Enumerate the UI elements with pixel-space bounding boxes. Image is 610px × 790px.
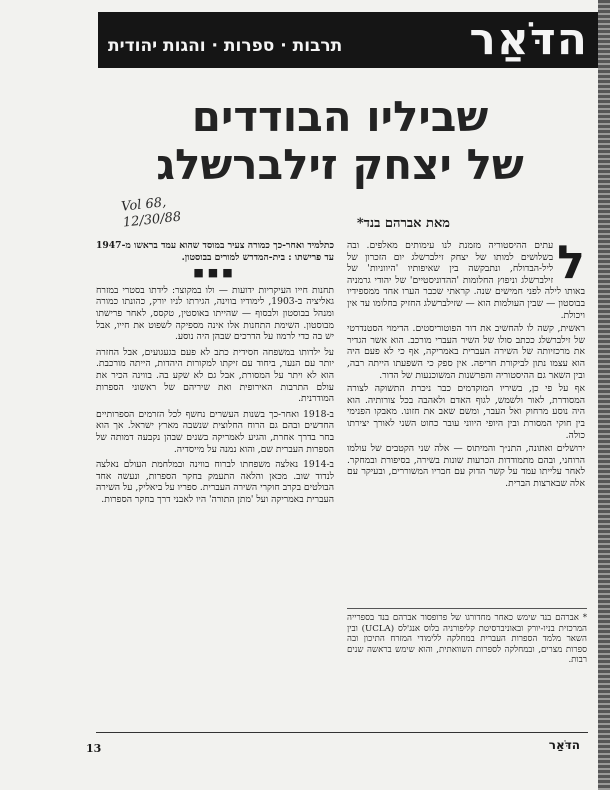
handwritten-note xyxy=(121,190,214,231)
scan-edge-shadow xyxy=(598,0,610,790)
paragraph: ב-1918 ואחר-כך בשנות העשרים נחשף לכל הזרמים הספרותיים החדשים ובהם גם הרוח החלוצית שנשבה מארץ ישראל. אך הוא בחר בדרך אחרת, והגיע לאמריקה בשנים שבהן נקבעה דמותה של הספרות העברית שם, והוא נמנה על מייסדיה. xyxy=(96,408,334,455)
article-byline: מאת אברהם בנד* xyxy=(356,216,450,231)
article-title-line-1: שביליו הבודדים xyxy=(191,92,489,141)
paragraph: ראשית, קשה לו להחשיב את דור הפוטוריסטים. הדימוי הסטנדרטי של זילברשלג ככתב סולו של השיר העברי מורכב. הוא אשר הגדיר את מרכזיותה של השירה העברית באמריקה, אף כי לא פעם היה הוא עצמו נתון לביקורת חריפה. אין ספק כי השפעתו הייתה רבה, ובין השאר גם ההיסטוריה והפרשנות המשוכנעות של הדור. xyxy=(347,323,585,381)
masthead-subtitle: תרבות · ספרות · והגות יהודית xyxy=(108,36,343,56)
masthead-banner xyxy=(98,12,598,68)
paragraph: ב-1914 נאלצה משפחתו לברוח בווינה ובמלחמת העולם נאלצה לנדוד שוב. מכאן והלאה התעמק בחקר הספרות, ונעשה אחד הבולטים בקרב חוקרי השירה העברית. ספריו על ביאליק, על השירה העברית באמריקה ועל 'מתן התורה' היו לאבני דרך בחקר הספרות. xyxy=(96,459,334,505)
footer-rule xyxy=(96,732,588,733)
masthead-title: הדֹּאַר xyxy=(469,14,588,65)
author-bio-note: * אברהם בנד שימש כאחר מחדורגו של פרופסור אברהם בנד בספרייה המרכזית בניו-יורק ובאוניברסיטת קליפורניה בלוס אנג'לס (UCLA) ובין השאר מלמד הספרות העברית במחלקה ללימודי המזרח התיכון ובה ספרות מצרים, ובמחלקה לספרות השוואתית, והוא שימש בראשה שנים רבות. xyxy=(347,608,587,711)
paragraph: תחנות חייו העיקריות ידועות — ולו במקוצר: לידתו בסטרי במזרח גאליציה ב-1903, לימודיו בווינה, הגירתו לניו יורק, כהונתו כמורה ומנהל בבוסטון ולבסוף — שהייתו באוסטין, טקסס, לאחר פרישתו מבוסטון. השימת התחנות אלו אינה מספיקה לשפוט את חייו, אבל יש בה כדי לרמוז על הדרכים שבהן היה נוסע. xyxy=(96,284,334,343)
running-title: הדֹּאַר xyxy=(548,738,580,752)
section-separator: ■■■ xyxy=(193,266,237,280)
paragraph: אף על פי כן, בשיריו המוקדמים כבר ניכרת התשוקה לצורה המסודרת, לאור ולשמש, לגוף האדם ולאהבה בכל צורותיה. הוא היה נוסע מרחוק ואל העבר, ומשם שאב את חזונו. מאבקו הפנימי בין חוקי המסורת ובין היופי היווני עובר כחוט השני לאורך יצירתו כולה. xyxy=(347,383,585,441)
handwritten-note-line: 12/30/88 xyxy=(122,209,182,231)
paragraph: על ילדותו במשפחה חסידית כתב לא פעם בגעגועים, אבל החזרה יותר עם הנער, ביחוד עם זיקתו למקורות היהדות, הייתה מורכבת. הוא לא ויתר על המסורת, אבל גם לא שקע בה. בווינה הכיר את עולם התרבות האירופית ואת שיריהם של ראשוני הספרות המודרנית. xyxy=(96,346,334,405)
handwritten-note-line: Vol 68, xyxy=(120,195,167,215)
paragraph: ירושלים ואתונה, התנ״ך והמיתוס — אלה שני הקטבים של עולמו הרוחני, ובהם מתמודדות הכרעות שונות בשירה, בסיפורת ובמחקר. לאחר עלייתו עמד על קשר הדוק עם חבריו המשוררים, ובעיקר עם אלה שבארצות הברית. xyxy=(347,443,585,489)
paragraph: עתים ההיסטוריה מזמנת לנו עימותים מאלפים. ובה בשלושים למותו של יצחק זילברשלג יום הזכרון של ליל-הבדולח, ונתבקשה בין שאיפותיו 'היווניות' של זילברשלג וניפוץ החלומות 'ההדוניסטיים' של יהודי גרמניה באותו לילה לפני חמישים שנה. קראתי שכבר הערו אחד ממספידיו בבוסטון — שבין העולמות הוא — שזילברשלג החזיק בחלומו עד אין ויכולת. xyxy=(347,240,585,321)
intro-paragraph: כתלמיד ואחר-כך כמורה צעיר במוסד שהוא עמד בראשו מ-1947 עד פרישתו : בית-המדרש למורים בבוסטון. xyxy=(96,240,334,263)
column-left xyxy=(96,240,334,710)
page-number: 13 xyxy=(86,742,102,755)
article-title-line-2: של יצחק זילברשלג xyxy=(156,140,524,189)
drop-cap: ל xyxy=(557,240,585,289)
